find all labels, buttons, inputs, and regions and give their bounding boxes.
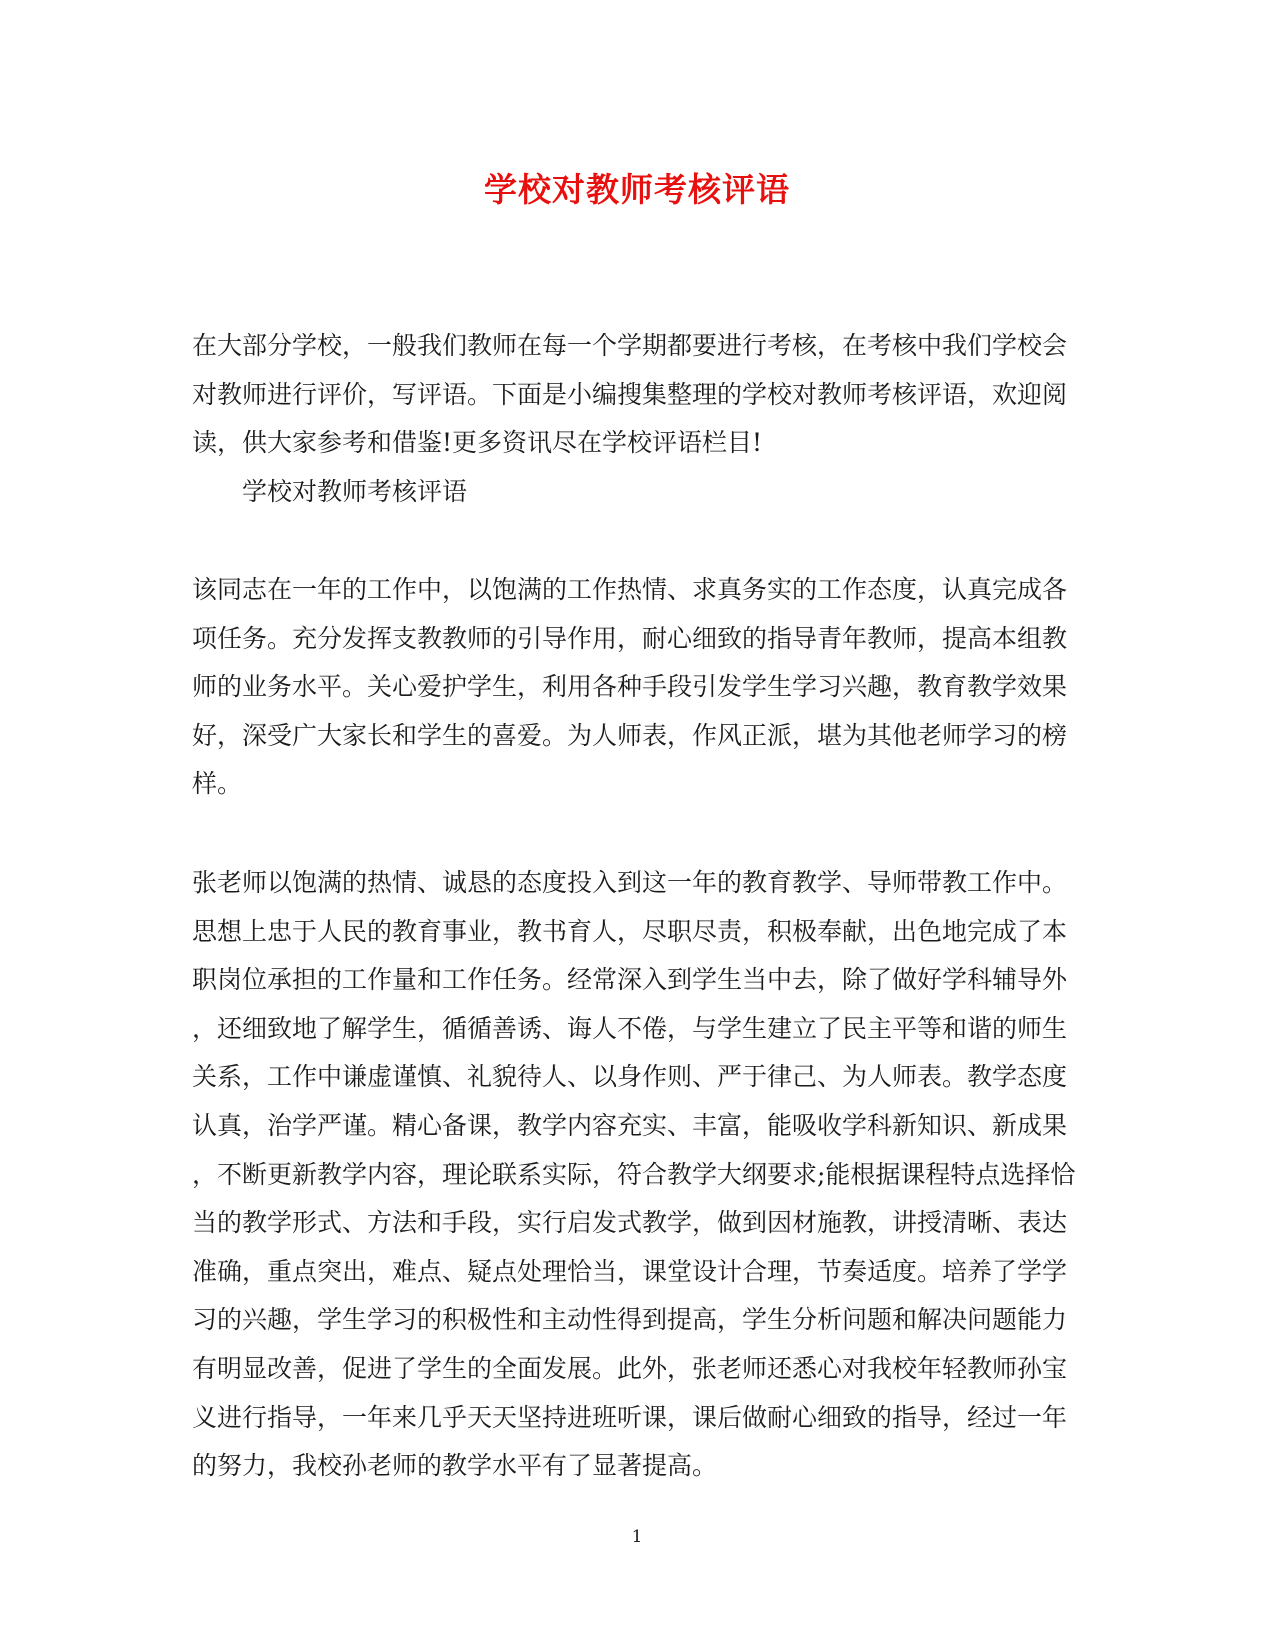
section-subheading: 学校对教师考核评语 xyxy=(242,477,468,506)
comment-paragraph-2 xyxy=(192,859,1080,1491)
paragraph-line: 好，深受广大家长和学生的喜爱。为人师表，作风正派，堪为其他老师学习的榜 xyxy=(192,720,1068,750)
paragraph-line: 读，供大家参考和借鉴!更多资讯尽在学校评语栏目! xyxy=(192,428,763,458)
paragraph-line: 师的业务水平。关心爱护学生，利用各种手段引发学生学习兴趣，教育教学效果 xyxy=(192,672,1068,702)
paragraph-line: 在大部分学校，一般我们教师在每一个学期都要进行考核，在考核中我们学校会 xyxy=(192,331,1068,360)
intro-paragraph xyxy=(192,322,1080,468)
comment-paragraph-1 xyxy=(192,566,1080,809)
paragraph-line: 样。 xyxy=(192,769,243,799)
paragraph-line: 习的兴趣，学生学习的积极性和主动性得到提高，学生分析问题和解决问题能力 xyxy=(192,1305,1068,1335)
paragraph-line: ，不断更新教学内容，理论联系实际，符合教学大纲要求;能根据课程特点选择恰 xyxy=(192,1159,1076,1189)
paragraph-line: 职岗位承担的工作量和工作任务。经常深入到学生当中去，除了做好学科辅导外 xyxy=(192,965,1068,995)
paragraph-line: 准确，重点突出，难点、疑点处理恰当，课堂设计合理，节奏适度。培养了学学 xyxy=(192,1256,1068,1286)
paragraph-line: 思想上忠于人民的教育事业，教书育人，尽职尽责，积极奉献，出色地完成了本 xyxy=(192,916,1068,946)
document-title: 学校对教师考核评语 xyxy=(484,170,790,209)
paragraph-line: 关系，工作中谦虚谨慎、礼貌待人、以身作则、严于律己、为人师表。教学态度 xyxy=(192,1062,1068,1092)
paragraph-line: 当的教学形式、方法和手段，实行启发式教学，做到因材施教，讲授清晰、表达 xyxy=(192,1208,1068,1238)
paragraph-line: 项任务。充分发挥支教教师的引导作用，耐心细致的指导青年教师，提高本组教 xyxy=(192,623,1068,653)
paragraph-line: 义进行指导，一年来几乎天天坚持进班听课，课后做耐心细致的指导，经过一年 xyxy=(192,1402,1068,1432)
paragraph-line: 的努力，我校孙老师的教学水平有了显著提高。 xyxy=(192,1451,718,1481)
paragraph-line: ，还细致地了解学生，循循善诱、诲人不倦，与学生建立了民主平等和谐的师生 xyxy=(192,1013,1068,1043)
paragraph-line: 对教师进行评价，写评语。下面是小编搜集整理的学校对教师考核评语，欢迎阅 xyxy=(192,379,1068,409)
paragraph-line: 该同志在一年的工作中，以饱满的工作热情、求真务实的工作态度，认真完成各 xyxy=(192,575,1068,604)
paragraph-line: 有明显改善，促进了学生的全面发展。此外，张老师还悉心对我校年轻教师孙宝 xyxy=(192,1353,1068,1383)
paragraph-line: 认真，治学严谨。精心备课，教学内容充实、丰富，能吸收学科新知识、新成果 xyxy=(192,1110,1068,1140)
page-number: 1 xyxy=(631,1527,643,1547)
paragraph-line: 张老师以饱满的热情、诚恳的态度投入到这一年的教育教学、导师带教工作中。 xyxy=(192,868,1068,897)
